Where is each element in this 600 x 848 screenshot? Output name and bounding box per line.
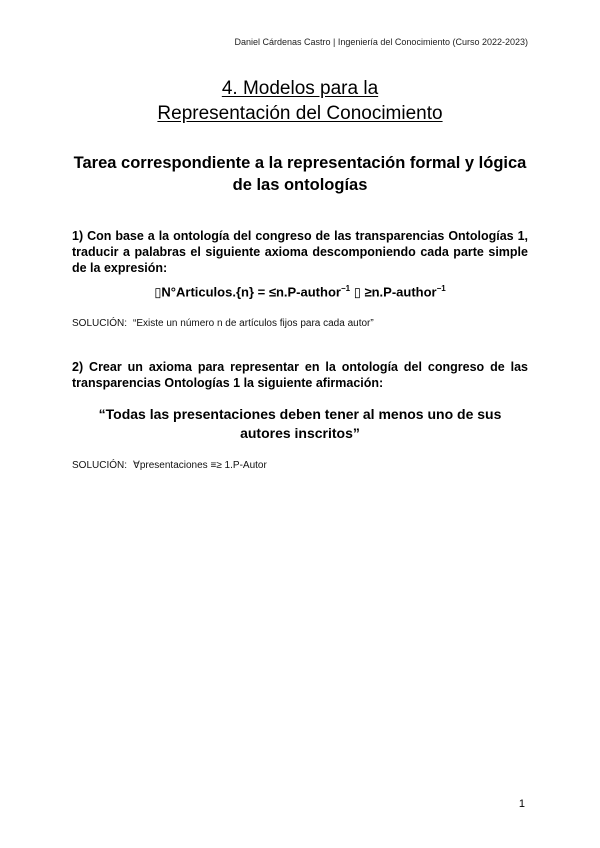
question-2-text: 2) Crear un axioma para representar en la ontología del congreso de las transparencias Ontologías 1 la siguiente afirmación: (72, 360, 528, 390)
question-1-text: 1) Con base a la ontología del congreso de las transparencias Ontologías 1, traducir a palabras el siguiente axioma descomponiendo cada parte simple de la expresión: (72, 229, 528, 275)
solution-text: “Existe un número n de artículos fijos para cada autor” (133, 318, 374, 329)
formula-left: N°Articulos.{n} = ≤n.P-author (161, 284, 341, 300)
question-2-quote: “Todas las presentaciones deben tener al menos uno de sus autores inscritos” (98, 406, 502, 441)
formula-missing-glyph-2: ▯ (353, 284, 361, 300)
solution-label: SOLUCIÓN: (72, 460, 128, 471)
page-number: 1 (518, 798, 525, 810)
question-2-solution (72, 460, 267, 471)
page-header: Daniel Cárdenas Castro | Ingeniería del Conocimiento (Curso 2022-2023) (234, 37, 528, 47)
formula-inverse-sup-1: −1 (340, 284, 351, 293)
solution-label: SOLUCIÓN: (72, 318, 128, 329)
document-subtitle: Tarea correspondiente a la representación formal y lógica de las ontologías (73, 154, 527, 194)
formula-right: ≥n.P-author (360, 284, 437, 300)
formula-missing-glyph-1: ▯ (154, 284, 162, 300)
question-1-solution (72, 318, 374, 329)
formula-inverse-sup-2: −1 (436, 284, 446, 293)
question-1-formula (72, 284, 528, 300)
solution-text: ∀presentaciones ≡≥ 1.P-Autor (133, 460, 267, 471)
document-title (0, 76, 600, 126)
title-line-1: 4. Modelos para la (221, 78, 379, 99)
title-line-2: Representación del Conocimiento (157, 103, 443, 124)
